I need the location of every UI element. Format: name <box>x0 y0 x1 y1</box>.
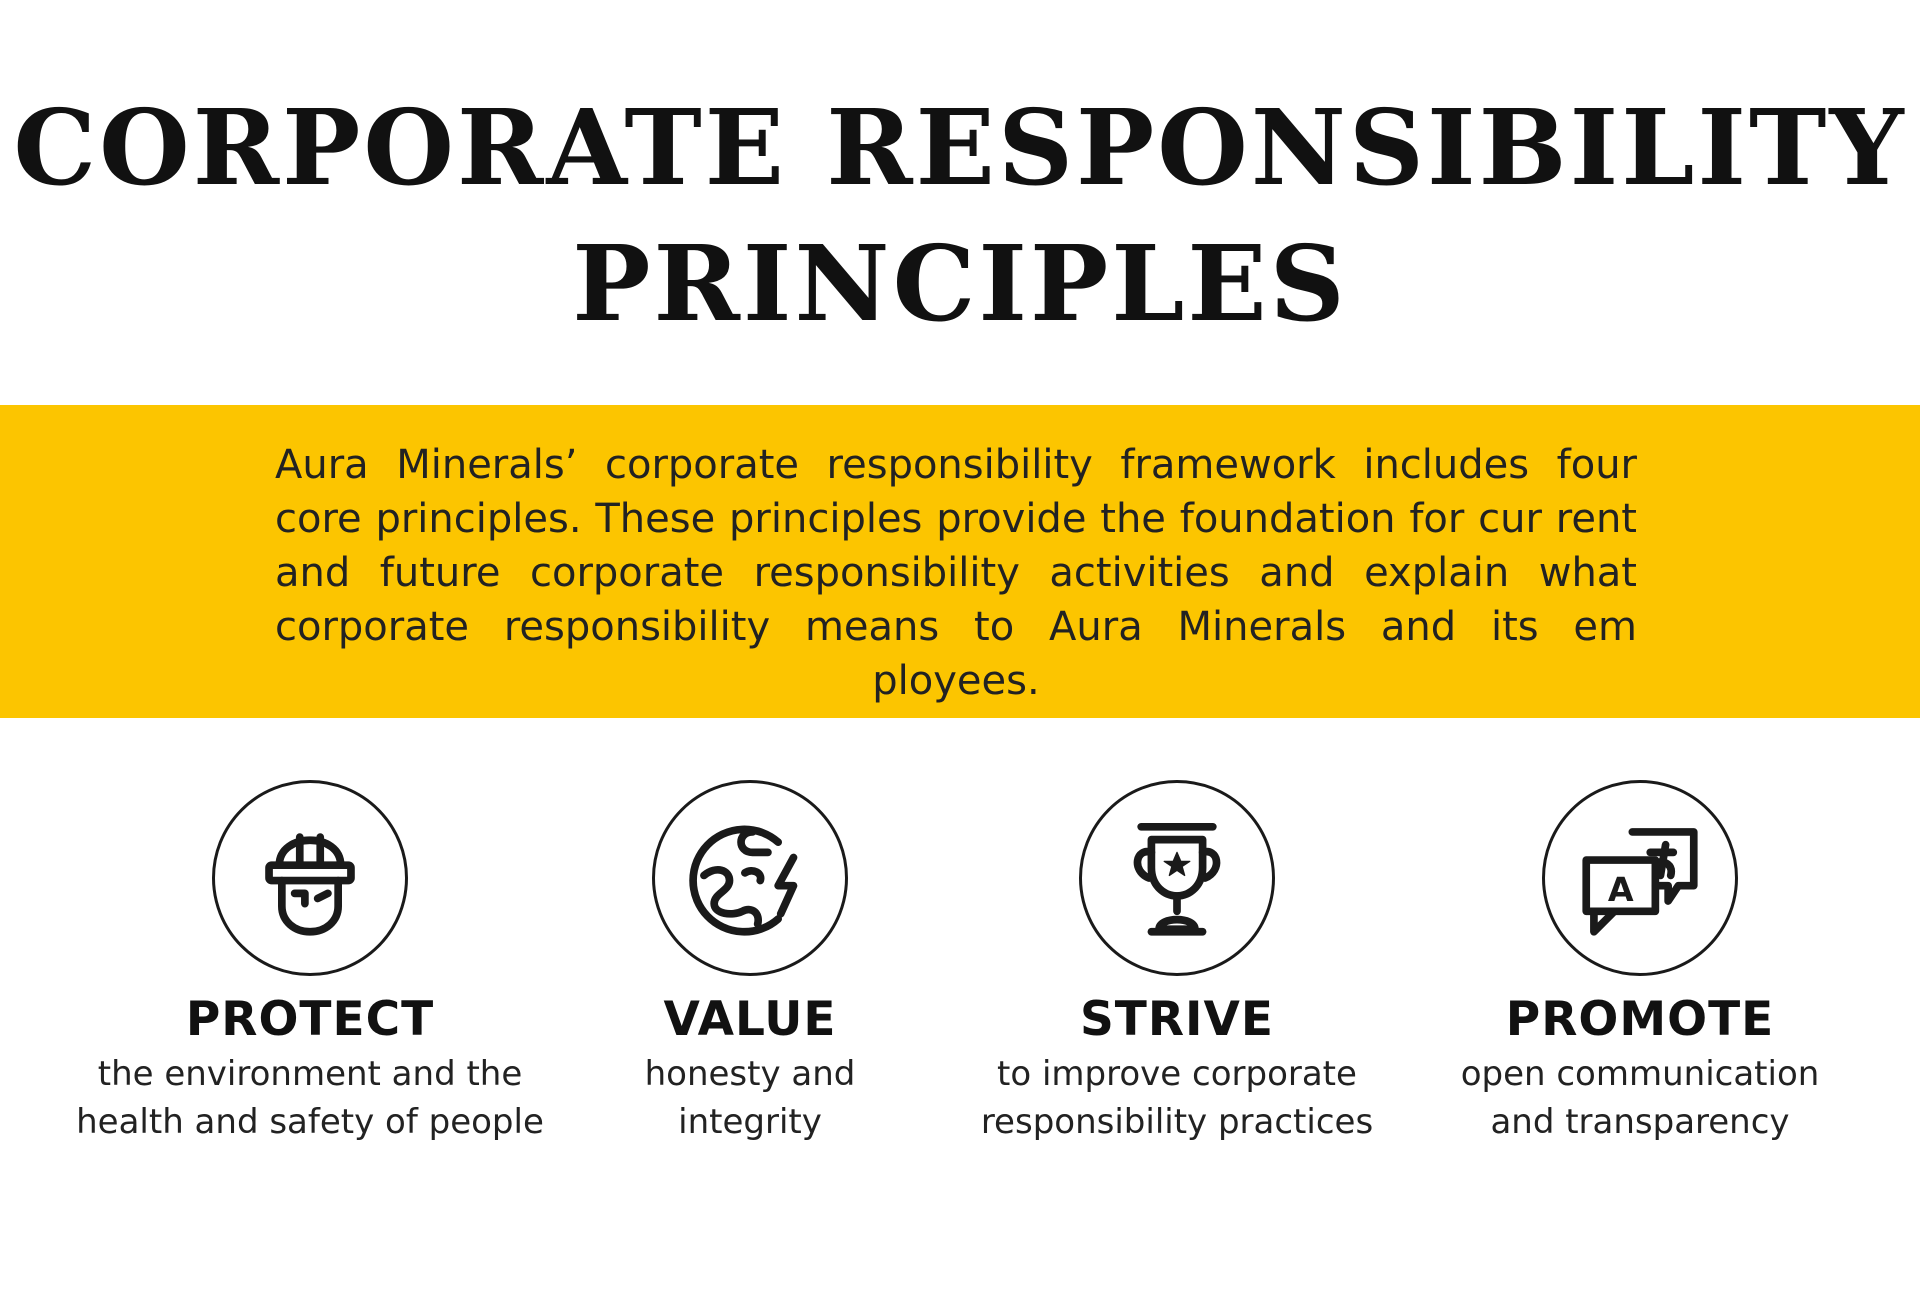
principle-heading: PROTECT <box>185 992 435 1047</box>
description-line: integrity <box>678 1102 822 1142</box>
principle-description <box>1400 1050 1880 1146</box>
principle-promote <box>1400 780 1880 1146</box>
title-line-1: CORPORATE RESPONSIBILITY <box>13 86 1907 209</box>
icon-circle <box>1079 780 1275 976</box>
description-line: health and safety of people <box>76 1102 544 1142</box>
description-line: responsibility practices <box>980 1102 1374 1142</box>
icon-circle <box>652 780 848 976</box>
description-line: honesty and <box>644 1054 856 1094</box>
title-line-2: PRINCIPLES <box>572 222 1348 345</box>
hard-hat-worker-icon <box>246 814 374 942</box>
principle-description <box>70 1050 550 1146</box>
description-line: the environment and the <box>97 1054 523 1094</box>
intro-paragraph: Aura Minerals’ corporate responsibility framework includes four core principles. These principles provide the foundation for cur rent and future corporate responsibility activities and explain what corporate responsibility means to Aura Minerals and its em ployees. <box>275 442 1637 704</box>
description-line: to improve corporate <box>997 1054 1357 1094</box>
icon-circle <box>212 780 408 976</box>
principle-strive <box>937 780 1417 1146</box>
description-line: and transparency <box>1490 1102 1790 1142</box>
principle-heading: PROMOTE <box>1505 992 1775 1047</box>
principle-heading: VALUE <box>663 992 837 1047</box>
page-title <box>0 80 1920 352</box>
translation-speech-bubbles-icon <box>1576 814 1704 942</box>
principle-heading: STRIVE <box>1079 992 1275 1047</box>
icon-circle <box>1542 780 1738 976</box>
principle-value <box>510 780 990 1146</box>
description-line: open communication <box>1460 1054 1820 1094</box>
trophy-star-icon <box>1113 814 1241 942</box>
bubble-letter: A <box>1607 870 1634 910</box>
principle-protect <box>70 780 550 1146</box>
principle-description <box>937 1050 1417 1146</box>
principle-description <box>510 1050 990 1146</box>
globe-energy-icon <box>686 814 814 942</box>
